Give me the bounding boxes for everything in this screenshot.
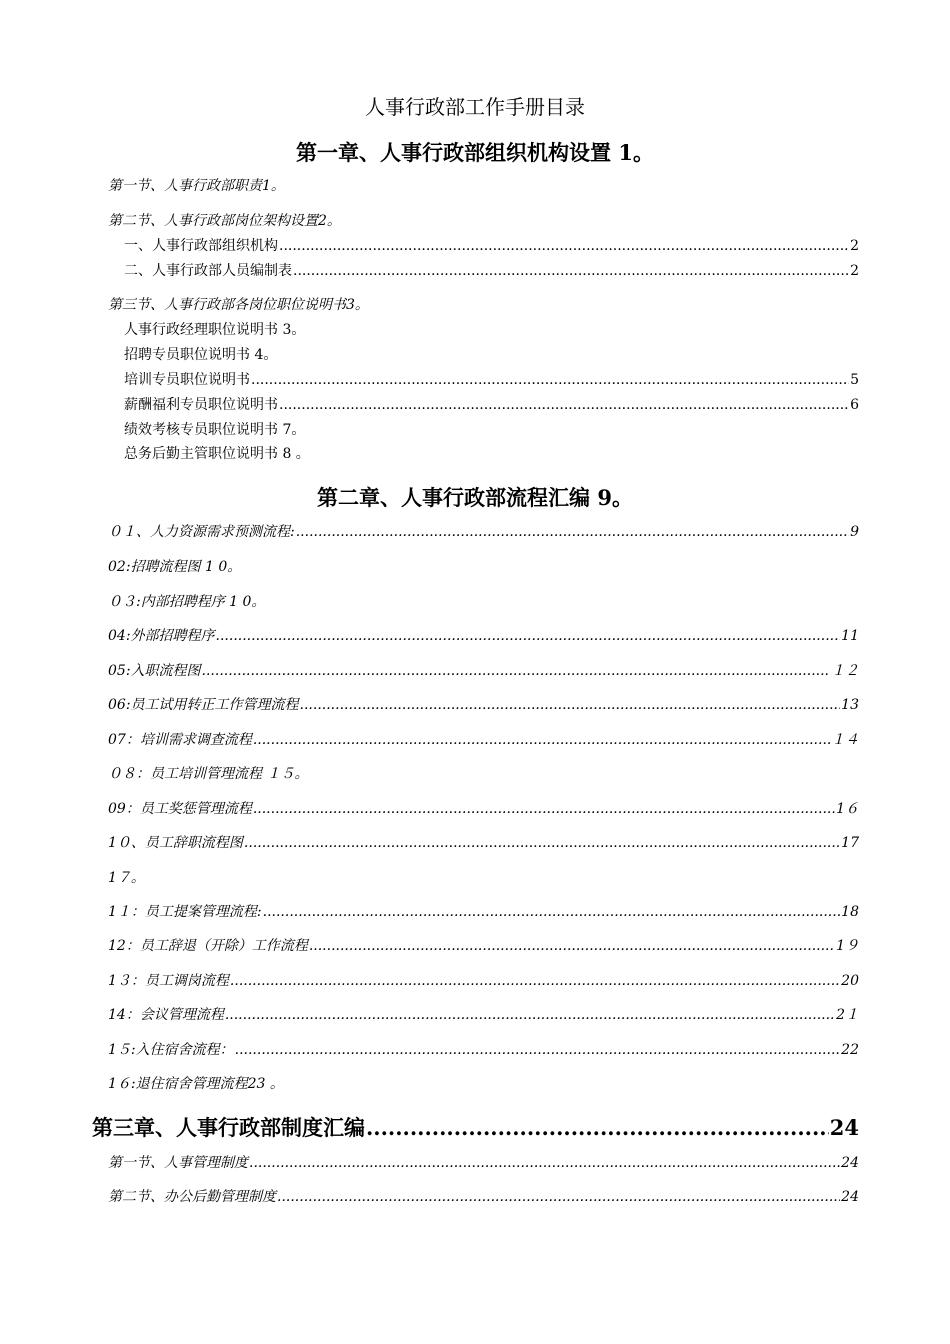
dot-leader (300, 695, 841, 715)
dot-leader (279, 395, 849, 415)
toc-entry: 06:员工试用转正工作管理流程 ..... 13 (108, 695, 859, 715)
toc-entry: 薪酬福利专员职位说明书 ..... 6 (124, 395, 859, 415)
toc-entry: 02:招聘流程图 1 0。 (108, 559, 242, 575)
toc-entry: 09：员工奖惩管理流程 ..... 1６ (108, 799, 859, 819)
toc-entry: ０８：员工培训管理流程 １５。 (108, 766, 309, 782)
toc-entry: 1０、员工辞职流程图 ..... 17 (108, 833, 859, 853)
toc-entry: ０３:内部招聘程序 1 0。 (108, 594, 266, 610)
dot-leader (309, 936, 835, 956)
chapter3-heading: 第三章、人事行政部制度汇编 ..... 24 (92, 1114, 859, 1142)
toc-entry: 12：员工辞退（开除）工作流程 ..... 1９ (108, 936, 859, 956)
dot-leader (293, 261, 849, 281)
toc-entry: 1５:入住宿舍流程： ..... 22 (108, 1040, 859, 1060)
dot-leader (251, 370, 849, 390)
toc-entry: 05:入职流程图 ..... １２ (108, 661, 859, 681)
toc-entry: 第二节、人事行政部岗位架构设置2。 (108, 213, 341, 229)
toc-entry: 14：会议管理流程 ..... 2１ (108, 1005, 859, 1025)
document-title: 人事行政部工作手册目录 (365, 95, 585, 119)
dot-leader (296, 522, 849, 542)
toc-entry: 一、人事行政部组织机构 ..... 2 (124, 236, 859, 256)
toc-entry: 1７。 (108, 870, 145, 886)
dot-leader (249, 1153, 840, 1173)
toc-entry: 培训专员职位说明书 ..... 5 (124, 370, 859, 390)
toc-entry: 第一节、人事行政部职责1。 (108, 178, 285, 194)
chapter2-heading: 第二章、人事行政部流程汇编 9。 (317, 485, 633, 510)
toc-entry: 第二节、办公后勤管理制度 ..... 24 (108, 1187, 859, 1207)
dot-leader (253, 799, 835, 819)
dot-leader (202, 661, 830, 681)
toc-entry: 1６:退住宿舍管理流程23 。 (108, 1076, 284, 1092)
dot-leader (244, 833, 840, 853)
dot-leader (235, 1040, 841, 1060)
dot-leader (263, 902, 841, 922)
chapter1-heading: 第一章、人事行政部组织机构设置 1。 (296, 140, 654, 165)
dot-leader (216, 626, 841, 646)
toc-entry: 04:外部招聘程序 ..... 11 (108, 626, 859, 646)
toc-entry: 1３：员工调岗流程 ..... 20 (108, 971, 859, 991)
dot-leader (253, 730, 830, 750)
dot-leader (279, 236, 849, 256)
toc-entry: 07：培训需求调查流程 ..... １４ (108, 730, 859, 750)
toc-entry: 总务后勤主管职位说明书 8 。 (124, 446, 310, 462)
dot-leader (230, 971, 840, 991)
dot-leader (366, 1114, 829, 1142)
toc-entry: 人事行政经理职位说明书 3。 (124, 322, 306, 338)
toc-entry: 招聘专员职位说明书 4。 (124, 347, 278, 363)
toc-entry: 绩效考核专员职位说明书 7。 (124, 422, 306, 438)
dot-leader (225, 1005, 835, 1025)
toc-entry: 第一节、人事管理制度 ..... 24 (108, 1153, 859, 1173)
toc-entry: 二、人事行政部人员编制表 ..... 2 (124, 261, 859, 281)
toc-entry: ０１、人力资源需求预测流程: ..... 9 (108, 522, 859, 542)
toc-entry: 第三节、人事行政部各岗位职位说明书3。 (108, 297, 369, 313)
toc-entry: 1１：员工提案管理流程: ..... 18 (108, 902, 859, 922)
dot-leader (277, 1187, 840, 1207)
